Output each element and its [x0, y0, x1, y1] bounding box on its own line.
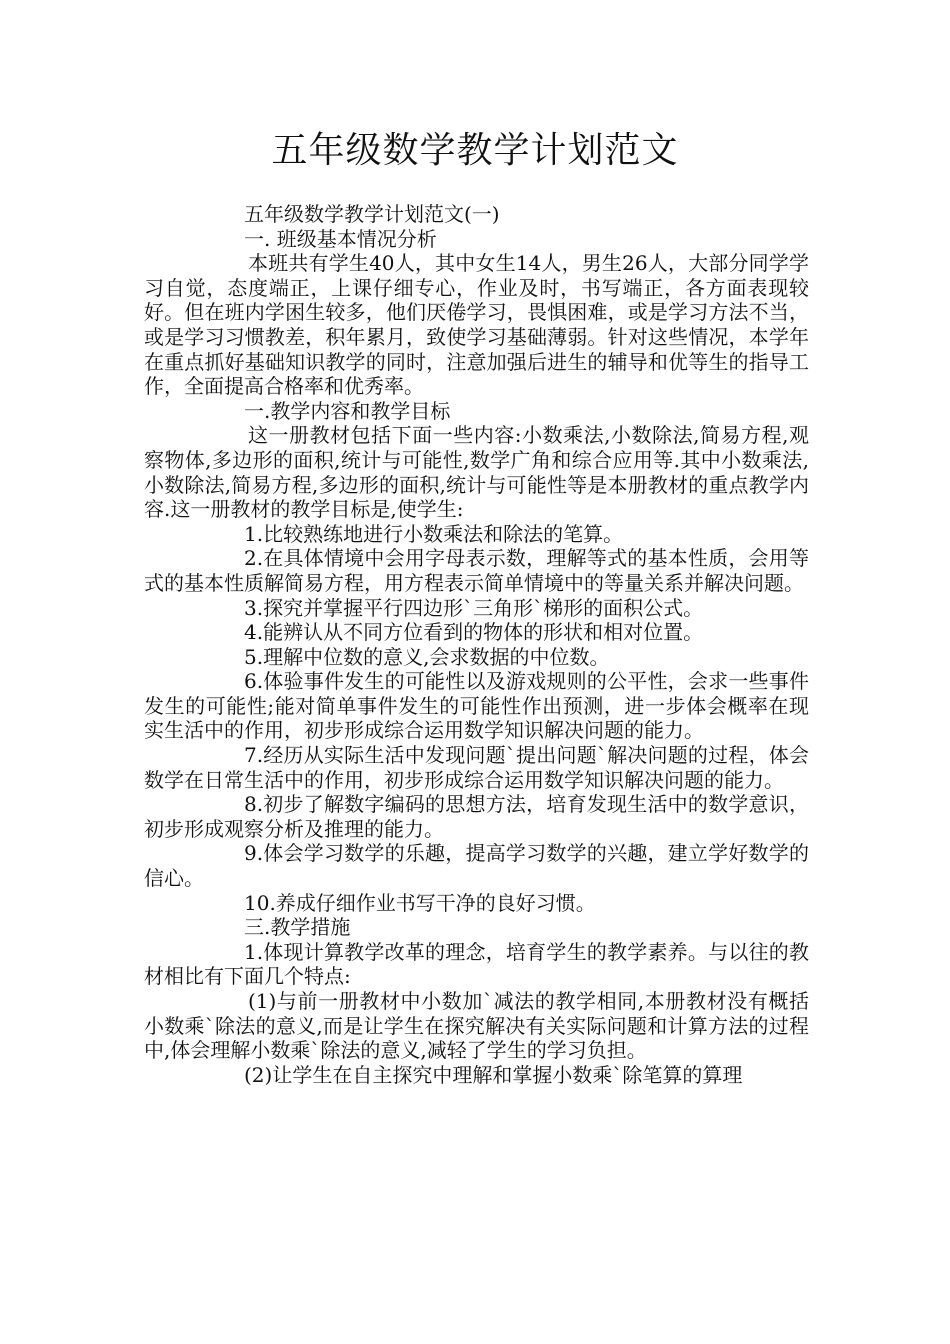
goal-item-1: 1.比较熟练地进行小数乘法和除法的笔算。	[244, 521, 624, 546]
document-title: 五年级数学教学计划范文	[271, 130, 679, 171]
section-subtitle: 五年级数学教学计划范文(一)	[244, 202, 500, 226]
goal-item-10: 10.养成仔细作业书写干净的良好习惯。	[244, 890, 596, 915]
paragraph-class-situation: 本班共有学生40人，其中女生14人，男生26人，大部分同学学习自觉，态度端正，上课仔细专心，作业及时，书写端正，各方面表现较好。但在班内学困生较多，他们厌倦学习，畏惧困难，或是学习方法不当，或是学习习惯教差，积年累月，致使学习基础薄弱。针对这些情况，本学年在重点抓好基础知识教学的同时，注意加强后进生的辅导和优等生的指导工作，全面提高合格率和优秀率。	[144, 251, 809, 399]
measure-item-1: 1.体现计算教学改革的理念，培育学生的教学素养。与以往的教材相比有下面几个特点:	[144, 939, 809, 989]
paragraph-teaching-content: 这一册教材包括下面一些内容:小数乘法,小数除法,简易方程,观察物体,多边形的面积,统计与可能性,数学广角和综合应用等.其中小数乘法,小数除法,简易方程,多边形的面积,统计与可能性等是本册教材的重点教学内容.这一册教材的教学目标是,使学生:	[144, 423, 809, 522]
goal-item-9: 9.体会学习数学的乐趣，提高学习数学的兴趣，建立学好数学的信心。	[144, 841, 809, 891]
goal-item-3: 3.探究并掌握平行四边形`三角形`梯形的面积公式。	[244, 595, 704, 620]
document-body	[144, 202, 809, 1087]
measure-subitem-2: (2)让学生在自主探究中理解和掌握小数乘`除笔算的算理	[244, 1062, 743, 1087]
goal-item-6: 6.体验事件发生的可能性以及游戏规则的公平性，会求一些事件发生的可能性;能对简单事件发生的可能性作出预测，进一步体会概率在现实生活中的作用，初步形成综合运用数学知识解决问题的能力。	[144, 669, 809, 743]
goal-item-8: 8.初步了解数字编码的思想方法，培育发现生活中的数学意识，初步形成观察分析及推理的能力。	[144, 792, 809, 841]
goal-item-2: 2.在具体情境中会用字母表示数，理解等式的基本性质，会用等式的基本性质解简易方程，用方程表示简单情境中的等量关系并解决问题。	[144, 546, 809, 595]
heading-teaching-content: 一.教学内容和教学目标	[244, 398, 451, 423]
heading-teaching-measures: 三.教学措施	[244, 915, 351, 940]
heading-class-situation: 一. 班级基本情况分析	[244, 226, 437, 251]
goal-item-4: 4.能辨认从不同方位看到的物体的形状和相对位置。	[244, 620, 704, 645]
goal-item-5: 5.理解中位数的意义,会求数据的中位数。	[244, 644, 610, 669]
measure-subitem-1: (1)与前一册教材中小数加`减法的教学相同,本册教材没有概括小数乘`除法的意义,而是让学生在探究解决有关实际问题和计算方法的过程中,体会理解小数乘`除法的意义,减轻了学生的学习负担。	[144, 989, 809, 1063]
goal-item-7: 7.经历从实际生活中发现问题`提出问题`解决问题的过程，体会数学在日常生活中的作用，初步形成综合运用数学知识解决问题的能力。	[144, 743, 809, 792]
